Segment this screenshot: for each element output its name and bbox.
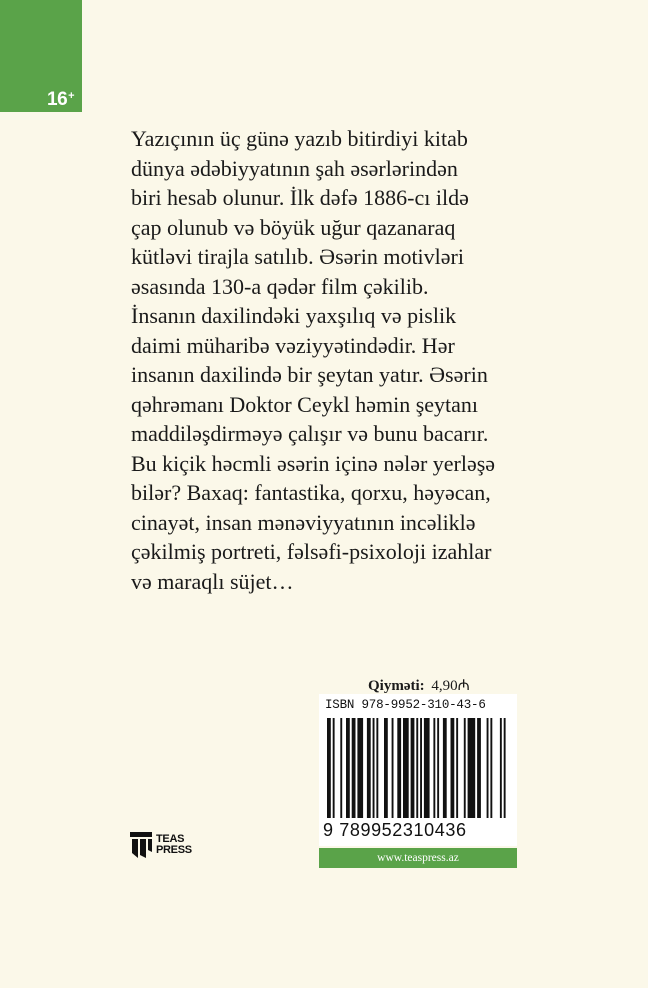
barcode-bar xyxy=(464,718,466,818)
barcode-bar xyxy=(456,718,458,818)
publisher-mark-icon xyxy=(130,832,152,858)
ean-right-group: 310436 xyxy=(402,820,467,840)
age-rating-number: 16 xyxy=(47,89,68,110)
barcode-bar xyxy=(468,718,476,818)
barcode-bar xyxy=(477,718,481,818)
barcode-bar xyxy=(373,718,375,818)
ean-left-group: 789952 xyxy=(339,820,403,840)
age-rating-badge xyxy=(47,86,74,110)
barcode-bar xyxy=(420,718,422,818)
barcode-bar xyxy=(487,718,489,818)
description-line: Bu kiçik həcmli əsərin içinə nələr yerləşə xyxy=(131,450,496,476)
barcode-bar xyxy=(397,718,401,818)
barcode-bar xyxy=(392,718,394,818)
description-line: kütləvi tirajla satılıb. Əsərin motivləri xyxy=(131,244,464,269)
description-line: çap olunub və böyük uğur qazanaraq xyxy=(131,214,456,240)
description-line: bilər? Baxaq: fantastika, qorxu, həyəcan, xyxy=(131,480,491,505)
barcode-bar xyxy=(451,718,455,818)
description-line: qəhrəmanı Doktor Ceykl həmin şeytanı xyxy=(131,391,479,417)
barcode-bar xyxy=(500,718,502,818)
description-line: əsasında 130-a qədər film çəkilib. xyxy=(131,273,429,299)
barcode-bar xyxy=(504,718,506,818)
barcode-bar xyxy=(340,718,342,818)
barcode-bar xyxy=(346,718,350,818)
description-line: və maraqlı süjet… xyxy=(131,568,294,594)
barcode-bar xyxy=(357,718,363,818)
book-description xyxy=(131,124,511,596)
price xyxy=(368,675,470,695)
description-line: çəkilmiş portreti, fəlsəfi-psixoloji izahlar xyxy=(131,539,492,564)
description-line: maddiləşdirməyə çalışır və bunu bacarır. xyxy=(131,421,489,446)
barcode-icon xyxy=(327,718,507,820)
ean-first-digit: 9 xyxy=(323,820,334,840)
ean-digits xyxy=(323,820,467,841)
description-line: insanın daxilində bir şeytan yatır. Əsərin xyxy=(131,362,488,387)
age-rating-strip xyxy=(0,0,82,112)
barcode-bar xyxy=(376,718,378,818)
description-line: biri hesab olunur. İlk dəfə 1886-cı ildə xyxy=(131,185,469,210)
barcode-bar xyxy=(424,718,430,818)
isbn-number: ISBN 978-9952-310-43-6 xyxy=(325,698,486,712)
description-line: dünya ədəbiyyatının şah əsərlərindən xyxy=(131,155,458,181)
publisher-logo xyxy=(130,832,192,858)
barcode-bar xyxy=(437,718,439,818)
publisher-website[interactable]: www.teaspress.az xyxy=(319,848,517,868)
publisher-name-line2: PRESS xyxy=(156,844,192,856)
description-line: cinayət, insan mənəviyyatının incəliklə xyxy=(131,509,476,535)
barcode-bar xyxy=(333,718,335,818)
barcode-bar xyxy=(490,718,492,818)
barcode-bar xyxy=(367,718,371,818)
barcode-bar xyxy=(352,718,356,818)
barcode-bar xyxy=(384,718,388,818)
description-line: Yazıçının üç günə yazıb bitirdiyi kitab xyxy=(131,126,468,151)
barcode-bar xyxy=(416,718,418,818)
price-value: 4,90₼ xyxy=(431,678,470,694)
publisher-name xyxy=(156,834,192,856)
barcode-bar xyxy=(403,718,409,818)
description-line: daimi müharibə vəziyyətindədir. Hər xyxy=(131,332,455,358)
age-rating-plus: + xyxy=(68,90,75,102)
barcode-bar xyxy=(411,718,415,818)
description-line: İnsanın daxilindəki yaxşılıq və pislik xyxy=(131,303,457,328)
price-label: Qiyməti: xyxy=(368,678,425,694)
barcode-bar xyxy=(327,718,331,818)
barcode-panel xyxy=(319,694,517,846)
barcode-bar xyxy=(433,718,435,818)
barcode-bar xyxy=(443,718,447,818)
publisher-name-line1: TEAS xyxy=(156,833,185,845)
